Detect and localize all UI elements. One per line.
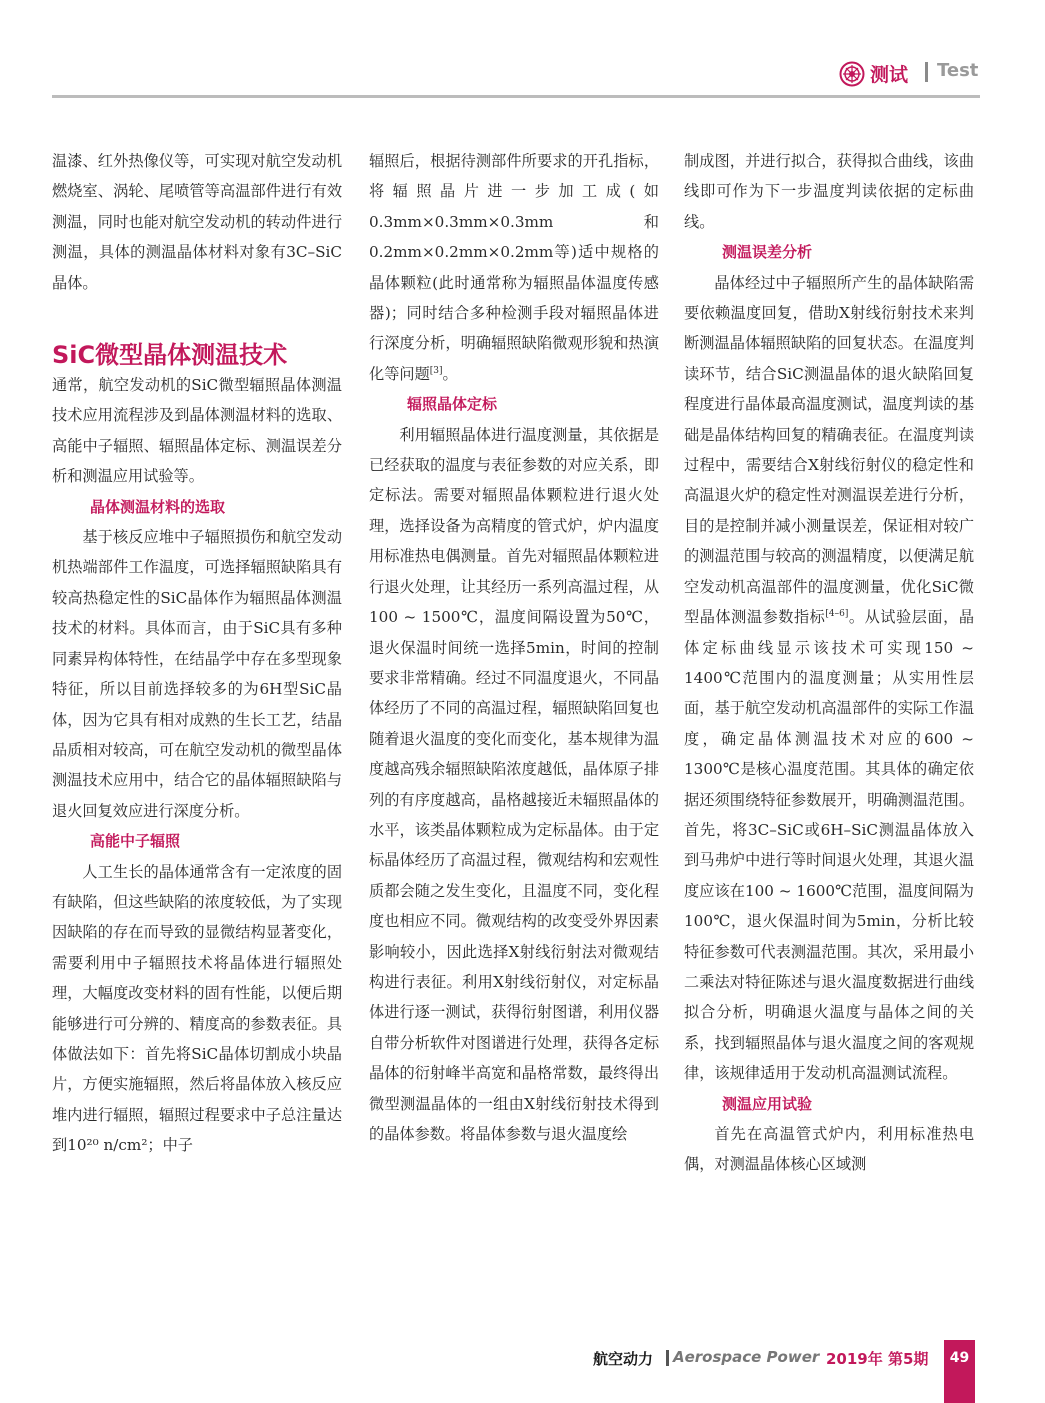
column-left [52, 146, 342, 1161]
journal-logo-icon [839, 61, 865, 87]
paragraph-intro-continued: 温漆、红外热像仪等，可实现对航空发动机燃烧室、涡轮、尾喷管等高温部件进行有效测温，同时也能对航空发动机的转动件进行测温，具体的测温晶体材料对象有3C–SiC晶体。 [52, 152, 342, 292]
paragraph-neutron-irradiation: 人工生长的晶体通常含有一定浓度的固有缺陷，但这些缺陷的浓度较低，为了实现因缺陷的存在而导致的显微结构显著变化，需要利用中子辐照技术将晶体进行辐照处理，大幅度改变材料的固有性能，以便后期能够进行可分辨的、精度高的参数表征。具体做法如下：首先将SiC晶体切割成小块晶片，方便实施辐照，然后将晶体放入核反应堆内进行辐照，辐照过程要求中子总注量达到10²⁰ n/cm²；中子 [52, 862, 342, 1155]
subheading-neutron-irradiation: 高能中子辐照 [90, 832, 181, 851]
paragraph-application-test: 首先在高温管式炉内，利用标准热电偶，对测温晶体核心区域测 [684, 1125, 974, 1174]
paragraph-irradiation-text: 辐照后，根据待测部件所要求的开孔指标，将辐照晶片进一步加工成(如0.3mm×0.3mm×0.3mm和0.2mm×0.2mm×0.2mm等)适中规格的晶体颗粒(此时通常称为辐照晶体温度传感器)；同时结合多种检测手段对辐照晶体进行深度分析，明确辐照缺陷微观形貌和热演化等问题 [369, 152, 659, 383]
header-rule [52, 95, 980, 98]
column-right [684, 146, 974, 1180]
paragraph-error-analysis [684, 268, 974, 1089]
section-heading-sic-thermometry: SiC微型晶体测温技术 [52, 341, 288, 370]
column-middle [369, 146, 659, 1149]
paragraph-calibration-continued: 制成图，并进行拟合，获得拟合曲线，该曲线即可作为下一步温度判读依据的定标曲线。 [684, 152, 974, 231]
section-divider [925, 62, 928, 82]
section-title-cn: 测试 [870, 64, 909, 86]
paragraph-error-analysis-text-2: 。从试验层面，晶体定标曲线显示该技术可实现150 ~ 1400℃范围内的温度测量；从实用性层面，基于航空发动机高温部件的实际工作温度，确定晶体测温技术对应的600 ~ 1300℃是核心温度范围。其具体的确定依据还须围绕特征参数展开，明确测温范围。首先，将3C–SiC或6H–SiC测温晶体放入到马弗炉中进行等时间退火处理，其退火温度应该在100 ~ 1600℃范围，温度间隔为100℃，退火保温时间为5min，分析比较特征参数可代表测温范围。其次，采用最小二乘法对特征陈述与退火温度数据进行曲线拟合分析，明确退火温度与晶体之间的关系，找到辐照晶体与退火温度之间的客观规律，该规律适用于发动机高温测试流程。 [684, 608, 975, 1083]
page-number-tab [944, 1340, 975, 1403]
paragraph-overview: 通常，航空发动机的SiC微型辐照晶体测温技术应用流程涉及到晶体测温材料的选取、高能中子辐照、辐照晶体定标、测温误差分析和测温应用试验等。 [52, 376, 342, 486]
subheading-application-test: 测温应用试验 [722, 1094, 813, 1113]
footer-divider [666, 1350, 669, 1366]
citation-4-6: [4–6] [825, 609, 849, 620]
paragraph-crystal-calibration: 利用辐照晶体进行温度测量，其依据是已经获取的温度与表征参数的对应关系，即定标法。需要对辐照晶体颗粒进行退火处理，选择设备为高精度的管式炉，炉内温度用标准热电偶测量。首先对辐照晶体颗粒进行退火处理，让其经历一系列高温过程，从100 ~ 1500℃，温度间隔设置为50℃，退火保温时间统一选择5min，时间的控制要求非常精确。经过不同温度退火，不同晶体经历了不同的高温过程，辐照缺陷回复也随着退火温度的变化而变化，基本规律为温度越高残余辐照缺陷浓度越低，晶体原子排列的有序度越高，晶格越接近未辐照晶体的水平，该类晶体颗粒成为定标晶体。由于定标晶体经历了高温过程，微观结构和宏观性质都会随之发生变化，且温度不同，变化程度也相应不同。微观结构的改变受外界因素影响较小，因此选择X射线衍射法对微观结构进行表征。利用X射线衍射仪，对定标晶体进行逐一测试，获得衍射图谱，利用仪器自带分析软件对图谱进行处理，获得各定标晶体的衍射峰半高宽和晶格常数，最终得出微型测温晶体的一组由X射线衍射技术得到的晶体参数。将晶体参数与退火温度绘 [369, 425, 659, 1143]
paragraph-error-analysis-text: 晶体经过中子辐照所产生的晶体缺陷需要依赖温度回复，借助X射线衍射技术来判断测温晶体辐照缺陷的回复状态。在温度判读环节，结合SiC测温晶体的退火缺陷回复程度进行晶体最高温度测试，温度判读的基础是晶体结构回复的精确表征。在温度判读过程中，需要结合X射线衍射仪的稳定性和高温退火炉的稳定性对测温误差进行分析，目的是控制并减小测量误差，保证相对较广的测温范围与较高的测温精度，以便满足航空发动机高温部件的温度测量，优化SiC微型晶体测温参数指标 [684, 273, 974, 627]
section-title-en: Test [937, 60, 979, 81]
citation-3: [3] [429, 365, 443, 376]
subheading-crystal-calibration: 辐照晶体定标 [407, 395, 498, 414]
subheading-material-selection: 晶体测温材料的选取 [90, 497, 226, 516]
subheading-error-analysis: 测温误差分析 [722, 243, 813, 262]
journal-name-en: Aerospace Power [673, 1348, 820, 1366]
page-header [0, 0, 1045, 100]
page-footer [0, 1340, 1045, 1403]
paragraph-material-selection: 基于核反应堆中子辐照损伤和航空发动机热端部件工作温度，可选择辐照缺陷具有较高热稳定性的SiC晶体作为辐照晶体测温技术的材料。具体而言，由于SiC具有多种同素异构体特性，在结晶学中存在多型现象特征，所以目前选择较多的为6H型SiC晶体，因为它具有相对成熟的生长工艺，结晶品质相对较高，可在航空发动机的微型晶体测温技术应用中，结合它的晶体辐照缺陷与退火回复效应进行深度分析。 [52, 528, 342, 820]
page-number: 49 [949, 1350, 970, 1366]
paragraph-irradiation-continued [369, 146, 659, 389]
journal-name-cn: 航空动力 [593, 1350, 654, 1368]
paragraph-irradiation-end: 。 [442, 364, 458, 383]
issue-number: 2019年 第5期 [826, 1350, 929, 1368]
